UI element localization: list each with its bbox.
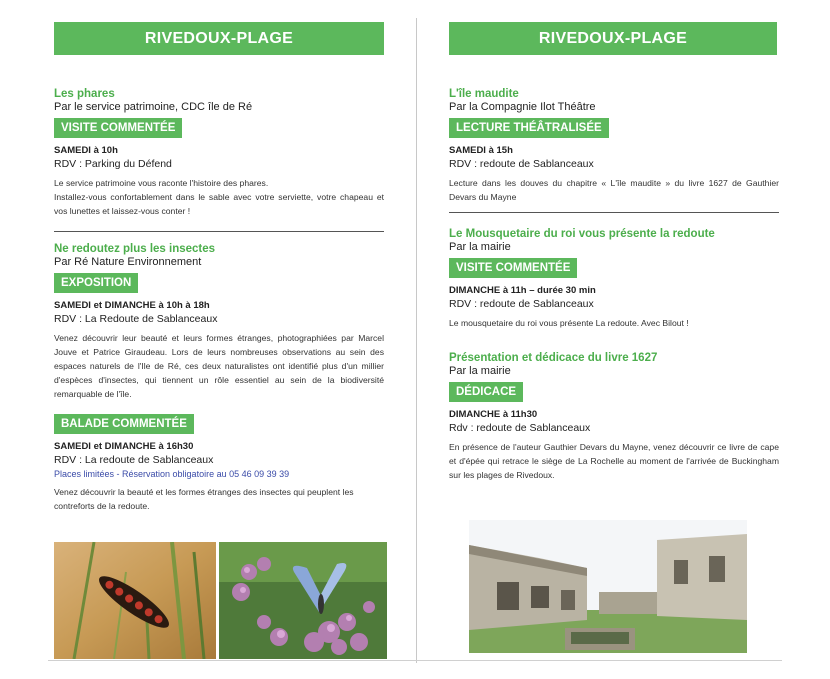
event-schedule: SAMEDI et DIMANCHE à 16h30 xyxy=(54,441,194,452)
event-type-tag: EXPOSITION xyxy=(54,273,138,293)
section-rule xyxy=(54,231,384,232)
footer-rule xyxy=(48,660,782,661)
event-description: Le service patrimoine vous raconte l'histoire des phares. Installez-vous confortablement dans le sable avec votre serviette, votre chapeau et vos lunettes et laissez-vous conter ! xyxy=(54,178,384,216)
event-type-tag: VISITE COMMENTÉE xyxy=(449,258,577,278)
event-meeting-point: RDV : Parking du Défend xyxy=(54,158,172,170)
event-type-tag: BALADE COMMENTÉE xyxy=(54,414,194,434)
event-schedule: SAMEDI et DIMANCHE à 10h à 18h xyxy=(54,300,210,311)
event-balade xyxy=(54,409,384,513)
left-column xyxy=(54,22,384,513)
event-phares xyxy=(54,88,384,232)
event-title: Présentation et dédicace du livre 1627 xyxy=(449,352,658,364)
event-mousquetaire xyxy=(449,228,779,330)
reservation-note: Places limitées - Réservation obligatoire au 05 46 09 39 39 xyxy=(54,469,290,479)
event-organizer: Par la mairie xyxy=(449,365,511,377)
right-banner: RIVEDOUX-PLAGE xyxy=(449,22,777,55)
event-schedule: SAMEDI à 15h xyxy=(449,145,513,156)
event-title: L'île maudite xyxy=(449,88,519,100)
event-insectes xyxy=(54,243,384,401)
event-title: Ne redoutez plus les insectes xyxy=(54,243,216,255)
event-description: Venez découvrir la beauté et les formes étranges des insectes qui peuplent les contreforts de la redoute. xyxy=(54,487,354,511)
event-title: Le Mousquetaire du roi vous présente la redoute xyxy=(449,228,715,240)
event-description: Lecture dans les douves du chapitre « L'île maudite » du livre 1627 de Gauthier Devars du Mayne xyxy=(449,178,779,202)
butterfly-photo xyxy=(219,542,387,659)
column-divider xyxy=(416,18,417,663)
event-title: Les phares xyxy=(54,88,115,100)
caterpillar-photo xyxy=(54,542,216,659)
event-meeting-point: Rdv : redoute de Sablanceaux xyxy=(449,422,591,434)
event-schedule: DIMANCHE à 11h30 xyxy=(449,409,538,420)
event-type-tag: DÉDICACE xyxy=(449,382,523,402)
redoute-photo xyxy=(469,520,747,653)
event-organizer: Par la mairie xyxy=(449,241,511,253)
event-organizer: Par Ré Nature Environnement xyxy=(54,256,202,268)
event-meeting-point: RDV : redoute de Sablanceaux xyxy=(449,158,594,170)
event-organizer: Par la Compagnie Ilot Théâtre xyxy=(449,101,596,113)
event-type-tag: LECTURE THÉÂTRALISÉE xyxy=(449,118,609,138)
event-dedicace xyxy=(449,352,779,482)
event-schedule: DIMANCHE à 11h – durée 30 min xyxy=(449,285,596,296)
left-banner: RIVEDOUX-PLAGE xyxy=(54,22,384,55)
right-column xyxy=(449,22,779,482)
event-organizer: Par le service patrimoine, CDC île de Ré xyxy=(54,101,253,113)
event-schedule: SAMEDI à 10h xyxy=(54,145,118,156)
event-meeting-point: RDV : redoute de Sablanceaux xyxy=(449,298,594,310)
event-ile-maudite xyxy=(449,88,779,213)
event-meeting-point: RDV : La redoute de Sablanceaux xyxy=(54,454,214,466)
event-type-tag: VISITE COMMENTÉE xyxy=(54,118,182,138)
event-meeting-point: RDV : La Redoute de Sablanceaux xyxy=(54,313,218,325)
section-rule xyxy=(449,212,779,213)
event-description: Le mousquetaire du roi vous présente La redoute. Avec Bilout ! xyxy=(449,318,689,328)
event-description: En présence de l'auteur Gauthier Devars du Mayne, venez découvrir ce livre de cape et d'épée qui retrace le siège de La Rochelle au moment de l'arrivée de Buckingham sur les plages de Rivedoux. xyxy=(449,442,779,480)
event-description: Venez découvrir leur beauté et leurs formes étranges, photographiées par Marcel Jouve et Patrice Giraudeau. Lors de leurs nombreuses observations au sein des espaces naturels de l'Ile de Ré, ces deux naturalistes ont identifié plus d'un millier d'espèces d'insectes, qui tiennent un rôle essentiel au sein de la biodiversité remarquable de l'île. xyxy=(54,333,384,399)
